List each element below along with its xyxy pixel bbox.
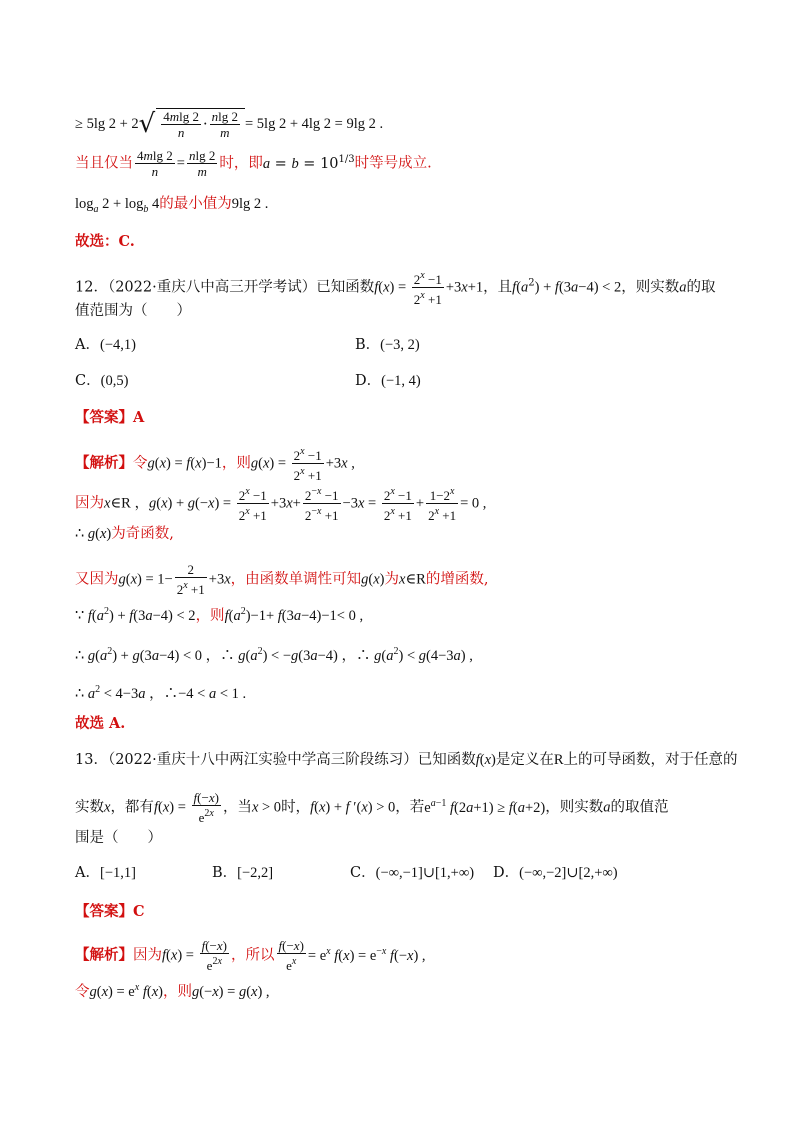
q13-option-c: C．(−∞,−1]∪[1,+∞) [350,865,475,881]
q13-analysis-1: 【解析】因为f(x) = $\frac{f(-x)}{e^{2x}}$ ，所以 $\frac{f(-x)}{e^x}$ = $e^x$ $f(x) = e^{-x}$ f(−x) , [75,938,426,973]
q12-option-a: A．(−4,1) [75,337,136,353]
q12-choose: 故选 A. [75,715,126,732]
q13-stem-2: 实数x，都有f(x) = $\frac{f(-x)}{e^{2x}}$ ，当x > 0时，f(x) + f ′(x) > 0，若$e^{a-1}$ f(2a+1) ≥ f(a+2)，则实数a的取值范 [75,790,669,825]
q13-option-a: A．[−1,1] [75,865,136,881]
q13-analysis-2: 令$g(x) = e^x$ f(x)，则g(−x) = g(x) , [75,982,270,1000]
equality-condition: 当且仅当 $\frac{4mlg 2}{n}$ = $\frac{nlg 2}{m}$ 时，即$a = b = 10^{1/3}$时等号成立. [75,148,432,179]
inequality-result: = 5lg 2 + 4lg 2 = 9lg 2 . [245,116,384,132]
q12-analysis-4: 又因为g(x) = 1− $\frac{2}{2^x +1}$ +3x，由函数单调性可知g(x)为x∈R的增函数, [75,562,489,597]
q13-answer: 【答案】C [75,903,145,920]
q12-analysis-7: ∴ $a^2 < 4-3a$ ，∴−4 < a < 1 . [75,684,247,702]
q12-answer: 【答案】A [75,409,145,426]
equality-text-b: 时，即 [219,155,263,172]
q12-option-c: C．(0,5) [75,373,129,389]
minimum-text: 的最小值为 [159,196,232,212]
q12-analysis-3: ∴ g(x)为奇函数, [75,526,174,542]
q12-analysis-2: 因为x∈R ，g(x) + g(−x) = $\frac{2^x -1}{2^x +1}$ +3x+ $\frac{2^{-x} -1}{2^{-x} +1}$ −3x = $\frac{2^x -1}{2^x +1}$ + $\frac{1-2^x}{2^x +1}$ = 0 , [75,486,487,523]
q12-analysis-1: 【解析】令g(x) = f(x)−1，则g(x) = $\frac{2^x -1}{2^x +1}$ +3x , [75,446,355,483]
minimum-line: $\log_a 2 + \log_b 4$的最小值为9lg 2 . [75,196,269,215]
q13-stem-cont: 围是（ ） [75,830,162,846]
q12-analysis-6: ∴ $g(a^2) + g(3a-4) < 0$ ，∴ $g(a^2) < -g(3a-4)$ ，∴ $g(a^2) < g(4-3a)$ , [75,646,473,664]
q13-option-d: D．(−∞,−2]∪[2,+∞) [493,865,618,881]
choose-11: 故选：C. [75,233,135,250]
equality-text-c: 时等号成立. [354,155,432,172]
q12-option-d: D．(−1, 4) [355,373,421,389]
q12-source: （2022·重庆八中高三开学考试）已知函数 [107,279,375,296]
q12-number: 12． [75,279,108,296]
equality-text-a: 当且仅当 [75,155,133,172]
q12-stem: 12．（2022·重庆八中高三开学考试）已知函数f(x) = $\frac{2^x -1}{2^x +1}$ +3x+1，且$f(a^2) + f(3a-4) < 2$，则实数a的取 [75,270,716,307]
q13-stem-1: 13．（2022·重庆十八中两江实验中学高三阶段练习）已知函数f(x)是定义在R上的可导函数，对于任意的 [75,752,738,768]
minimum-value: 9lg 2 . [231,196,269,212]
inequality-line: ≥ 5lg 2 + 2√ $\frac{4mlg 2}{n}$ · $\frac{nlg 2}{m}$ = 5lg 2 + 4lg 2 = 9lg 2 . [75,109,384,140]
q12-stem-cont: 值范围为（ ） [75,303,191,319]
q12-option-b: B．(−3, 2) [355,337,420,353]
q12-analysis-5: ∵ $f(a^2) + f(3a-4) < 2$，则$f(a^2)-1+ f(3a-4)-1< 0$ , [75,606,364,624]
q13-option-b: B．[−2,2] [212,865,274,881]
